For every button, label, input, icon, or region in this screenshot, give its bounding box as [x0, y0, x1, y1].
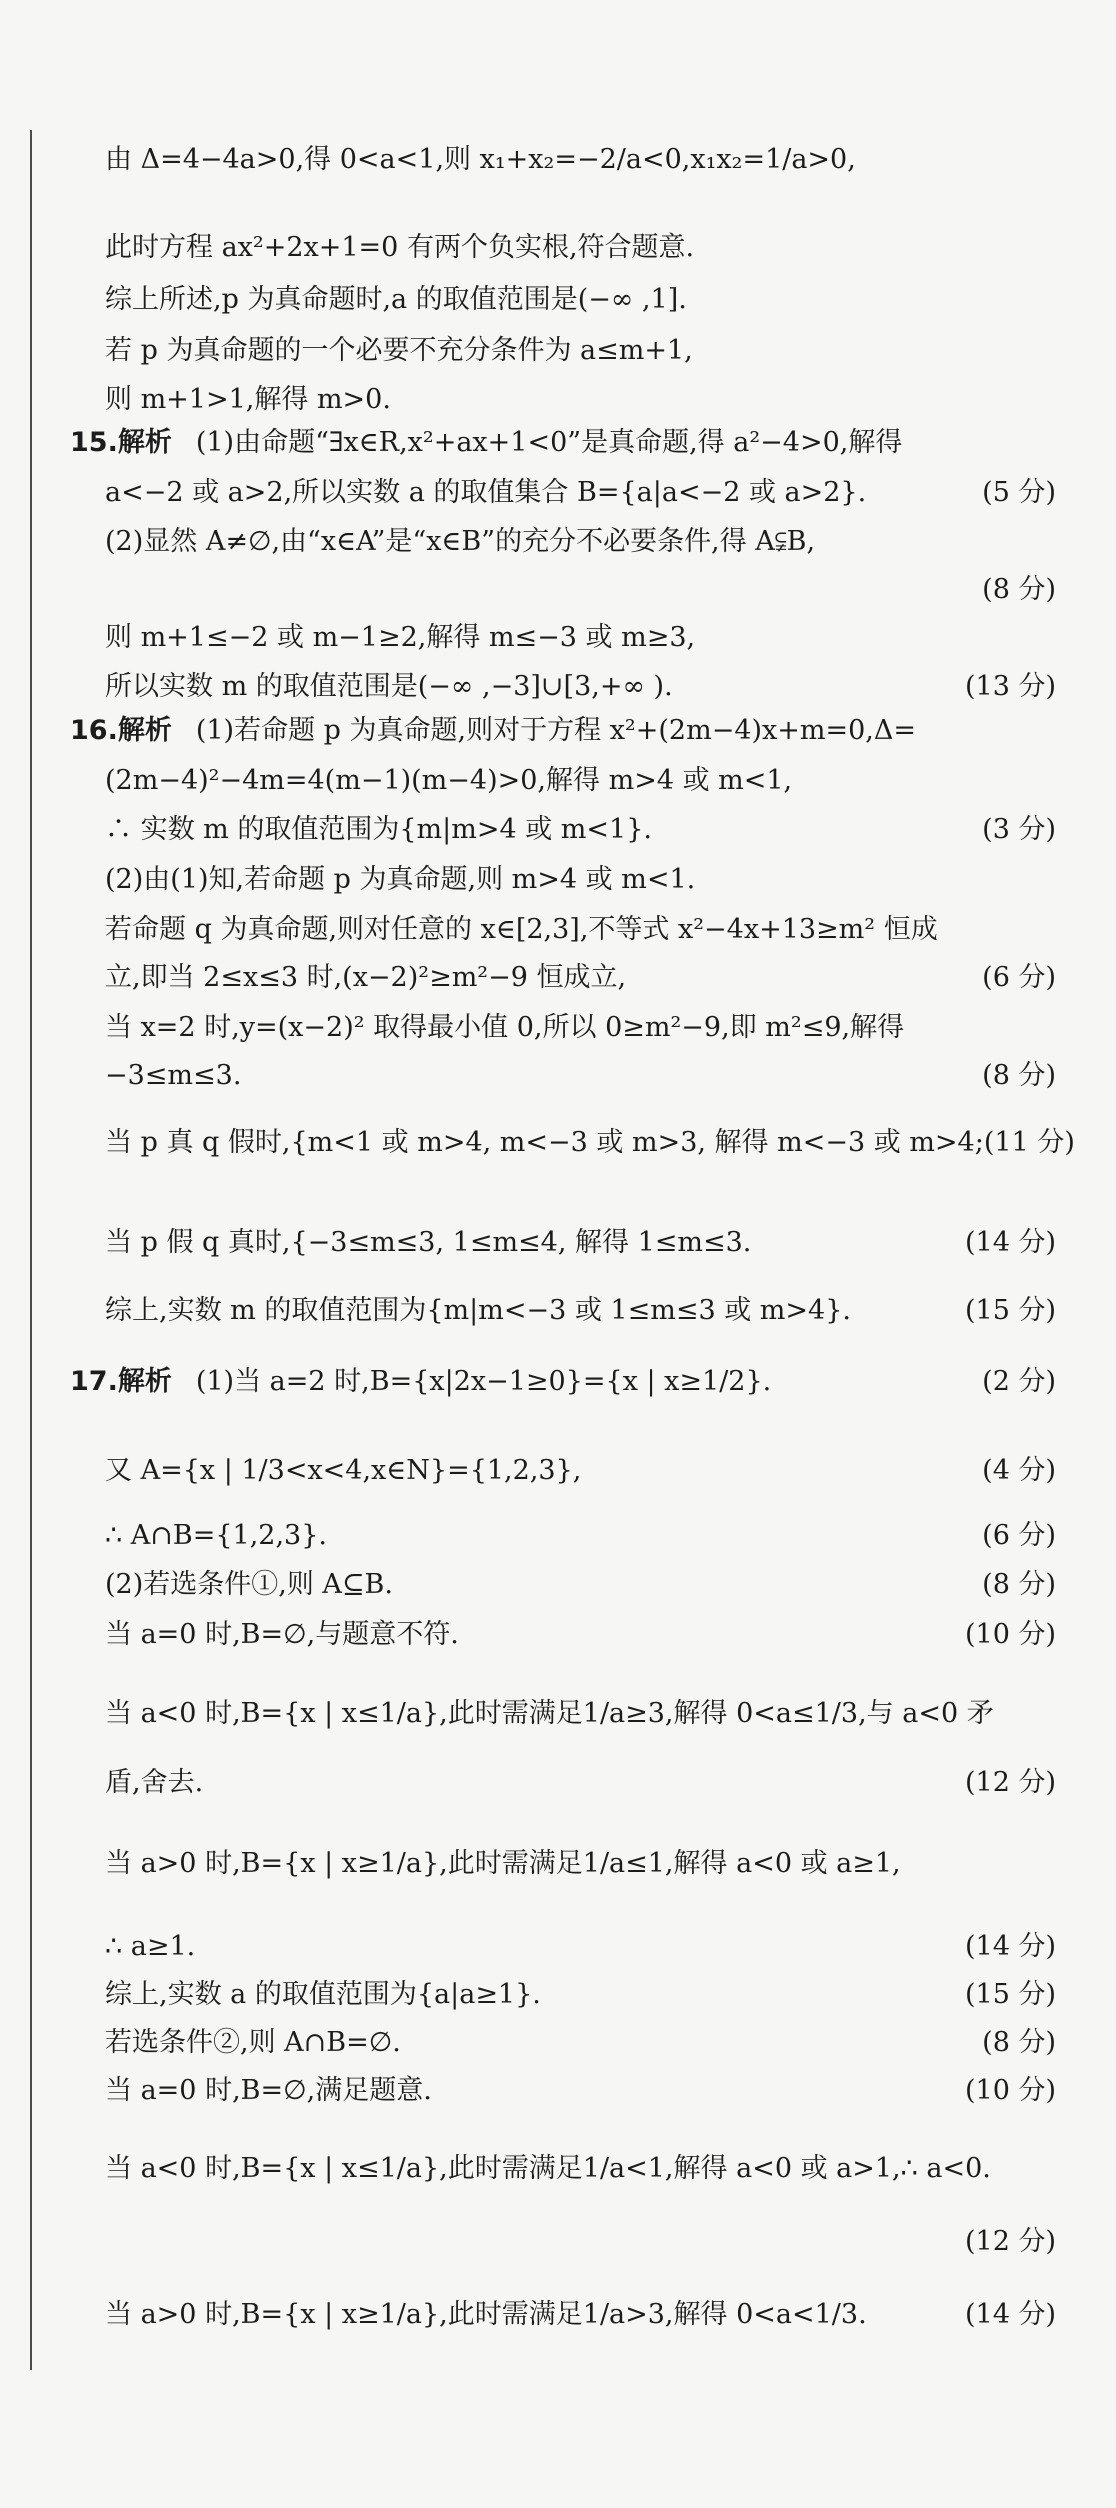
- line-body: a<−2 或 a>2,所以实数 a 的取值集合 B={a|a<−2 或 a>2}.: [105, 477, 867, 508]
- score-mark: (2 分): [982, 1366, 1056, 1397]
- line-text: [70, 1357, 982, 1407]
- text-line: [105, 1970, 1056, 2020]
- line-body: 盾,舍去.: [105, 1767, 204, 1798]
- text-line: [105, 1560, 1056, 1610]
- line-body: 当 a<0 时,B={x | x≤1/a},此时需满足1/a≥3,解得 0<a≤1/3,与 a<0 矛: [105, 1698, 994, 1729]
- score-mark: (14 分): [964, 1227, 1056, 1258]
- line-text: [105, 613, 1056, 663]
- line-text: [105, 1218, 965, 1268]
- score-mark: (12 分): [964, 1767, 1056, 1798]
- line-text: [105, 1560, 982, 1610]
- line-body: −3≤m≤3.: [105, 1060, 242, 1091]
- line-text: [105, 905, 1056, 955]
- line-body: 立,即当 2≤x≤3 时,(x−2)²≥m²−9 恒成立,: [105, 962, 627, 993]
- line-body: 当 a>0 时,B={x | x≥1/a},此时需满足1/a≤1,解得 a<0 或 a≥1,: [105, 1848, 901, 1879]
- text-line: [105, 135, 1056, 185]
- line-text: [105, 1839, 1056, 1889]
- text-line: [105, 1839, 1056, 1889]
- line-body: 若命题 q 为真命题,则对任意的 x∈[2,3],不等式 x²−4x+13≥m² 恒成: [105, 914, 938, 945]
- line-text: [105, 1118, 984, 1168]
- line-body: 当 p 假 q 真时,{−3≤m≤3, 1≤m≤4, 解得 1≤m≤3.: [105, 1227, 752, 1258]
- line-body: (1)若命题 p 为真命题,则对于方程 x²+(2m−4)x+m=0,Δ=: [195, 715, 916, 746]
- question-number: 16.: [70, 715, 118, 746]
- text-line: [105, 855, 1056, 905]
- line-body: 综上,实数 m 的取值范围为{m|m<−3 或 1≤m≤3 或 m>4}.: [105, 1295, 851, 1326]
- line-text: [105, 2290, 965, 2340]
- line-body: ∴ 实数 m 的取值范围为{m|m>4 或 m<1}.: [105, 814, 652, 845]
- line-text: [105, 275, 1056, 325]
- text-line: [105, 223, 1056, 273]
- text-line: [70, 418, 1056, 468]
- line-body: 若选条件②,则 A∩B=∅.: [105, 2027, 401, 2058]
- score-mark: (11 分): [983, 1127, 1075, 1158]
- text-line: [105, 756, 1056, 806]
- line-text: [105, 1051, 982, 1101]
- line-body: 当 a=0 时,B=∅,满足题意.: [105, 2075, 432, 2106]
- line-body: 若 p 为真命题的一个必要不充分条件为 a≤m+1,: [105, 335, 693, 366]
- score-mark: (4 分): [982, 1455, 1056, 1486]
- line-text: [105, 1610, 965, 1660]
- line-text: [105, 1689, 1056, 1739]
- line-body: 综上所述,p 为真命题时,a 的取值范围是(−∞ ,1].: [105, 284, 687, 315]
- line-body: (2m−4)²−4m=4(m−1)(m−4)>0,解得 m>4 或 m<1,: [105, 765, 793, 796]
- left-margin-rule: [30, 130, 32, 2370]
- text-line: [105, 565, 1056, 615]
- text-line: [105, 1118, 1075, 1168]
- line-text: [105, 1286, 965, 1336]
- line-body: (2)显然 A≠∅,由“x∈A”是“x∈B”的充分不必要条件,得 A⫋B,: [105, 526, 816, 557]
- line-text: [105, 756, 1056, 806]
- line-text: [105, 805, 982, 855]
- text-line: [105, 1218, 1056, 1268]
- text-line: [105, 517, 1056, 567]
- line-body: 此时方程 ax²+2x+1=0 有两个负实根,符合题意.: [105, 232, 695, 263]
- line-body: 当 x=2 时,y=(x−2)² 取得最小值 0,所以 0≥m²−9,即 m²≤9,解得: [105, 1012, 905, 1043]
- score-mark: (12 分): [964, 2226, 1056, 2257]
- line-text: [105, 517, 1056, 567]
- text-line: [105, 2066, 1056, 2116]
- text-line: [105, 1003, 1056, 1053]
- line-body: 则 m+1≤−2 或 m−1≥2,解得 m≤−3 或 m≥3,: [105, 622, 696, 653]
- score-mark: (6 分): [982, 962, 1056, 993]
- score-mark: (15 分): [964, 1295, 1056, 1326]
- line-text: [105, 1970, 965, 2020]
- text-line: [105, 613, 1056, 663]
- line-body: ∴ A∩B={1,2,3}.: [105, 1520, 327, 1551]
- score-mark: (6 分): [982, 1520, 1056, 1551]
- text-line: [105, 1286, 1056, 1336]
- text-line: [105, 805, 1056, 855]
- line-text: [105, 326, 1056, 376]
- score-mark: (13 分): [964, 671, 1056, 702]
- text-line: [105, 1511, 1056, 1561]
- text-line: [105, 662, 1056, 712]
- line-text: [105, 1003, 1056, 1053]
- score-mark: (5 分): [982, 477, 1056, 508]
- score-mark: (10 分): [964, 1619, 1056, 1650]
- line-text: [105, 468, 982, 518]
- line-body: 当 a>0 时,B={x | x≥1/a},此时需满足1/a>3,解得 0<a<1/3.: [105, 2299, 867, 2330]
- text-line: [105, 905, 1056, 955]
- line-body: 则 m+1>1,解得 m>0.: [105, 384, 391, 415]
- score-mark: (8 分): [982, 2027, 1056, 2058]
- line-text: [105, 2018, 982, 2068]
- text-line: [105, 1922, 1056, 1972]
- score-mark: (14 分): [964, 2299, 1056, 2330]
- score-mark: (8 分): [982, 574, 1056, 605]
- line-body: 由 Δ=4−4a>0,得 0<a<1,则 x₁+x₂=−2/a<0,x₁x₂=1/a>0,: [105, 144, 856, 175]
- text-line: [105, 953, 1056, 1003]
- text-line: [105, 2144, 1056, 2194]
- question-number: 17.: [70, 1366, 118, 1397]
- line-text: [105, 1758, 965, 1808]
- score-mark: (14 分): [964, 1931, 1056, 1962]
- text-line: [105, 1689, 1056, 1739]
- line-body: ∴ a≥1.: [105, 1931, 196, 1962]
- text-line: [105, 1051, 1056, 1101]
- text-line: [105, 2290, 1056, 2340]
- score-mark: (15 分): [964, 1979, 1056, 2010]
- score-mark: (8 分): [982, 1569, 1056, 1600]
- analysis-label: 解析: [117, 715, 172, 746]
- line-body: 又 A={x | 1/3<x<4,x∈N}={1,2,3},: [105, 1455, 582, 1486]
- score-mark: (3 分): [982, 814, 1056, 845]
- line-body: 所以实数 m 的取值范围是(−∞ ,−3]∪[3,+∞ ).: [105, 671, 673, 702]
- text-line: [105, 326, 1056, 376]
- text-line: [105, 468, 1056, 518]
- text-line: [105, 1758, 1056, 1808]
- text-line: [105, 2018, 1056, 2068]
- line-body: 当 a=0 时,B=∅,与题意不符.: [105, 1619, 459, 1650]
- text-line: [70, 1357, 1056, 1407]
- line-text: [105, 1922, 965, 1972]
- line-text: [105, 2066, 965, 2116]
- text-line: [105, 1610, 1056, 1660]
- line-text: [105, 1511, 982, 1561]
- line-body: (2)若选条件①,则 A⊆B.: [105, 1569, 393, 1600]
- line-text: [105, 855, 1056, 905]
- question-number: 15.: [70, 427, 118, 458]
- line-body: 当 a<0 时,B={x | x≤1/a},此时需满足1/a<1,解得 a<0 或 a>1,∴ a<0.: [105, 2153, 991, 2184]
- text-line: [105, 1446, 1056, 1496]
- line-text: [105, 2144, 1056, 2194]
- line-text: [70, 706, 1056, 756]
- line-body: (2)由(1)知,若命题 p 为真命题,则 m>4 或 m<1.: [105, 864, 696, 895]
- text-line: [105, 275, 1056, 325]
- line-body: (1)当 a=2 时,B={x|2x−1≥0}={x | x≥1/2}.: [195, 1366, 772, 1397]
- line-text: [70, 418, 1056, 468]
- line-body: (1)由命题“∃x∈R,x²+ax+1<0”是真命题,得 a²−4>0,解得: [195, 427, 903, 458]
- line-text: [105, 1446, 982, 1496]
- line-text: [105, 135, 1056, 185]
- line-body: 综上,实数 a 的取值范围为{a|a≥1}.: [105, 1979, 541, 2010]
- line-text: [105, 662, 965, 712]
- score-mark: (10 分): [964, 2075, 1056, 2106]
- line-text: [105, 223, 1056, 273]
- line-body: 当 p 真 q 假时,{m<1 或 m>4, m<−3 或 m>3, 解得 m<−3 或 m>4;: [105, 1127, 984, 1158]
- analysis-label: 解析: [117, 1366, 172, 1397]
- text-line: [105, 2217, 1056, 2267]
- analysis-label: 解析: [117, 427, 172, 458]
- score-mark: (8 分): [982, 1060, 1056, 1091]
- text-line: [70, 706, 1056, 756]
- line-text: [105, 953, 982, 1003]
